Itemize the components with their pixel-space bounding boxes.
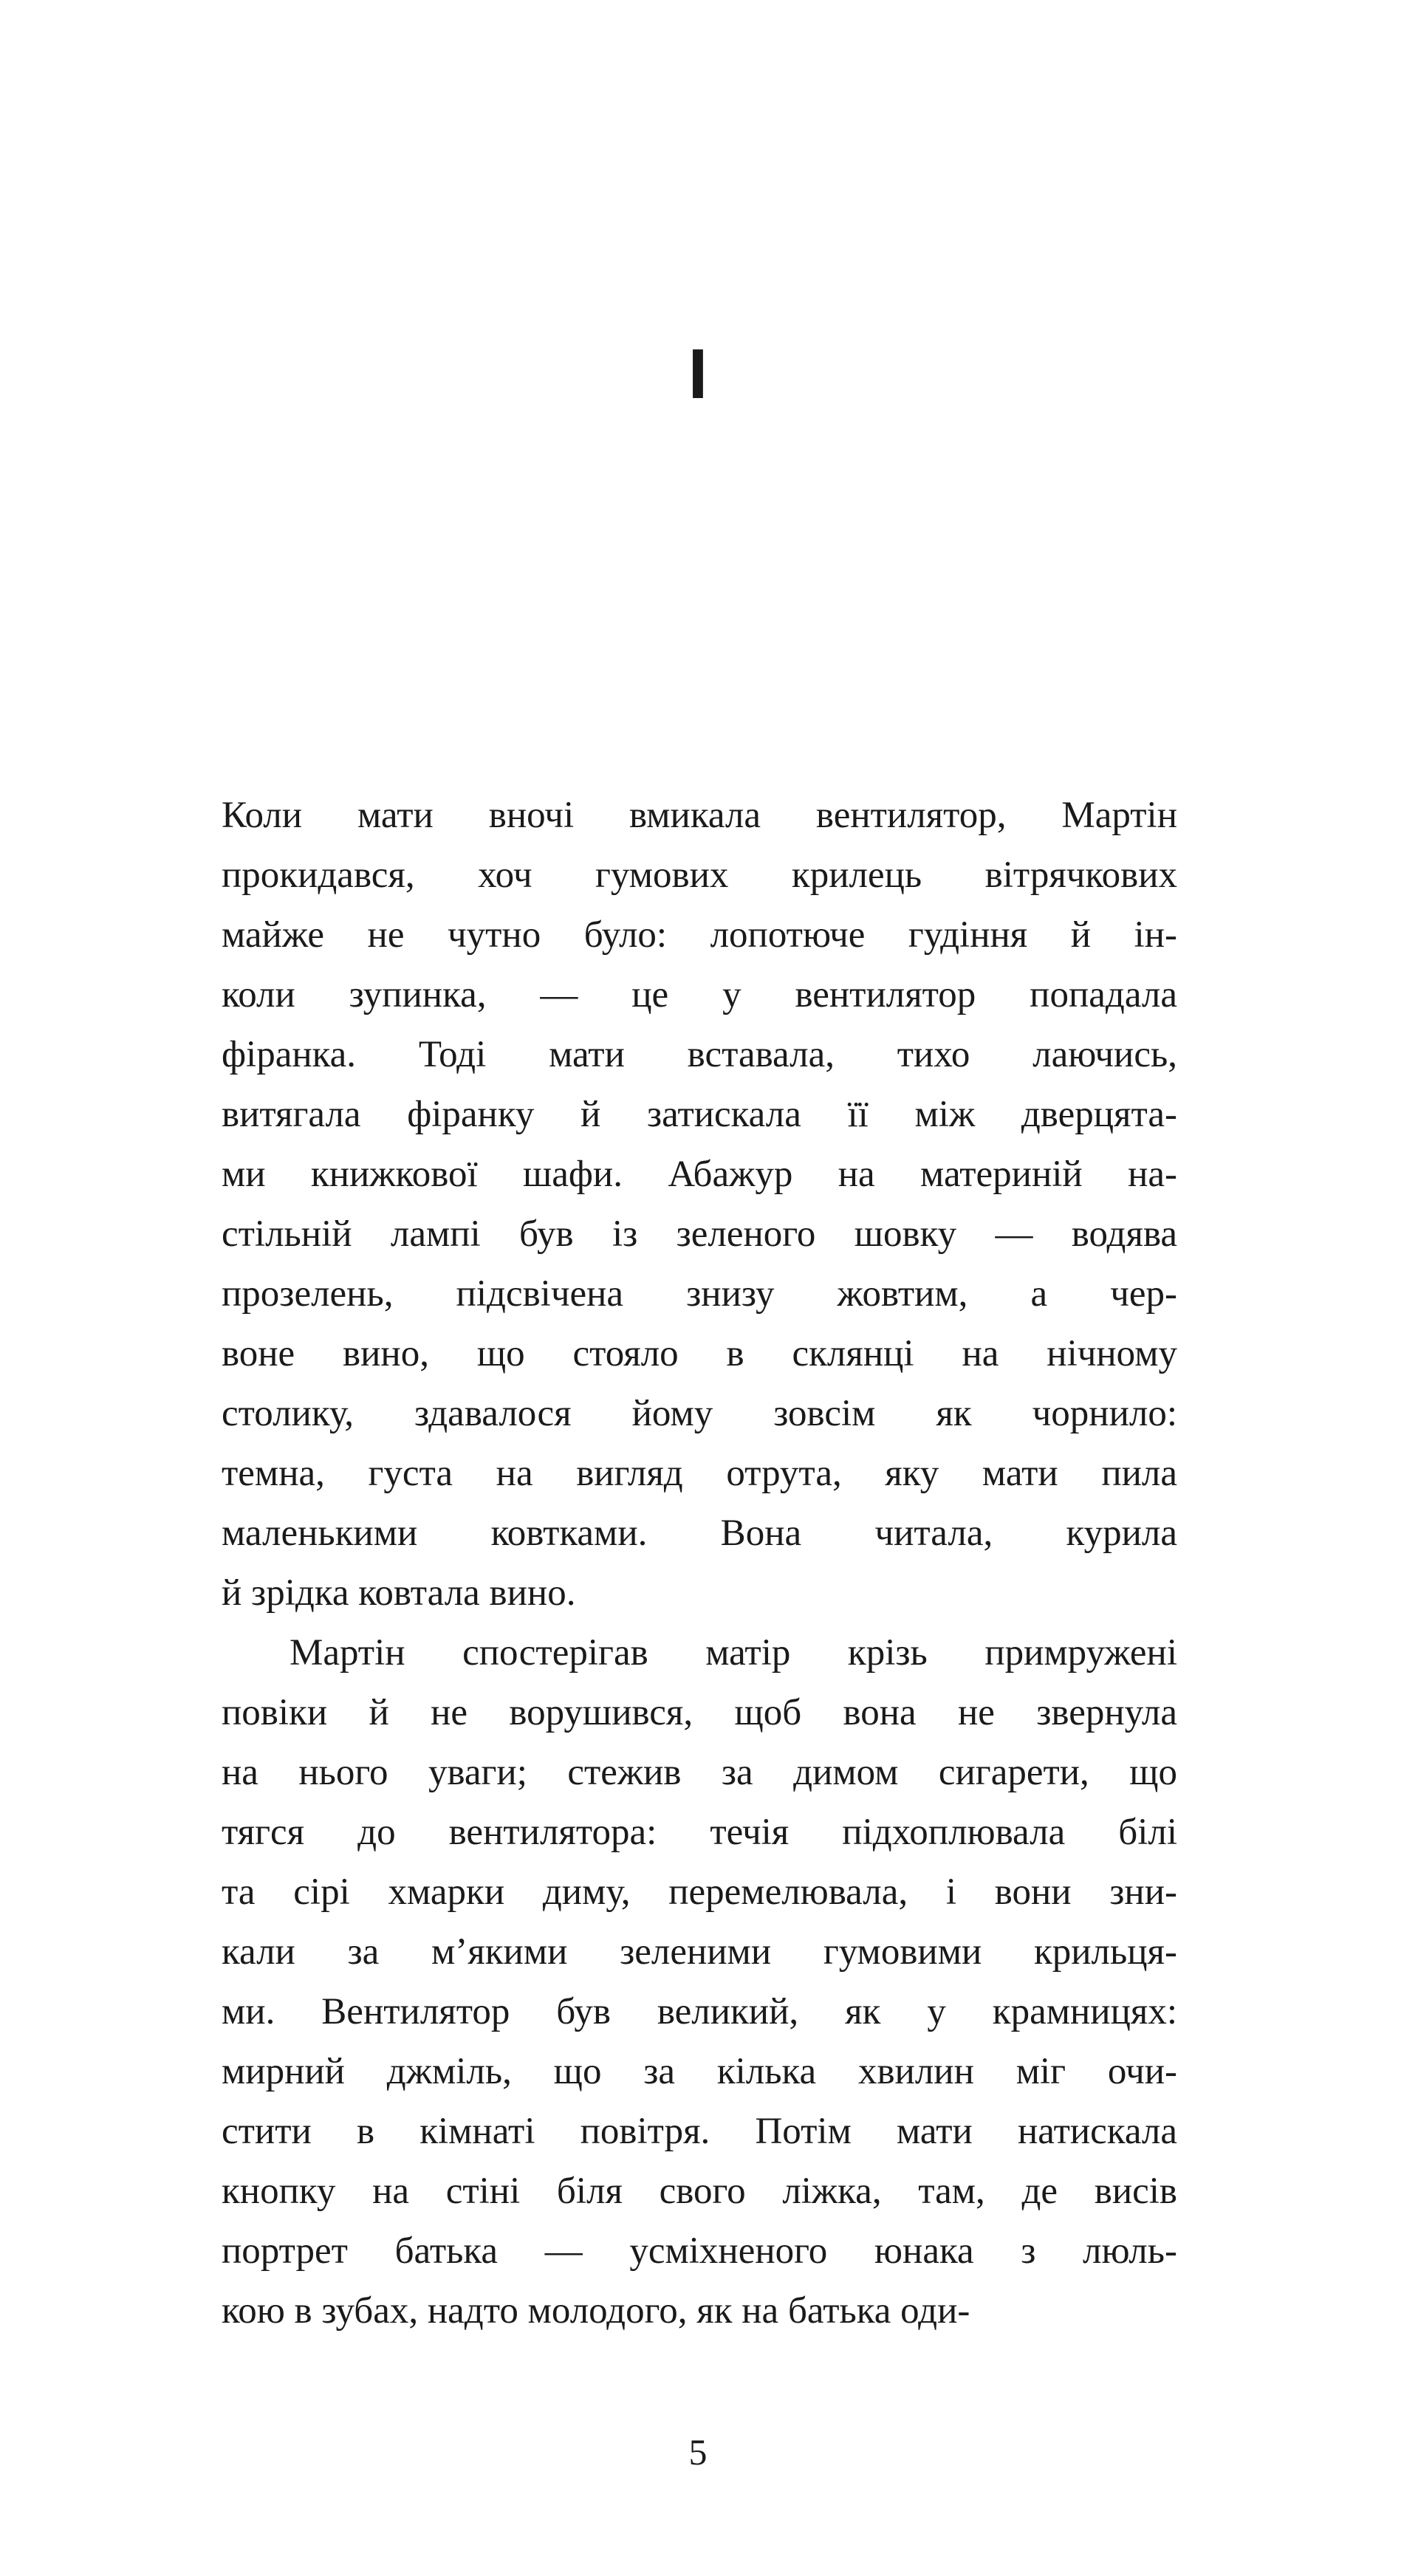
paragraph: [222, 786, 1177, 1623]
text-line: ми. Вентилятор був великий, як у крамницях:: [222, 1991, 1177, 2032]
text-line: темна, густа на вигляд отрута, яку мати пила: [222, 1453, 1177, 1494]
text-line: портрет батька — усміхненого юнака з люль-: [222, 2230, 1177, 2272]
text-line: Мартін спостерігав матір крізь примружені: [290, 1632, 1177, 1674]
text-line: витягала фіранку й затискала її між дверцята-: [222, 1094, 1177, 1135]
text-line: стити в кімнаті повітря. Потім мати натискала: [222, 2111, 1177, 2152]
text-line: стільній лампі був із зеленого шовку — водява: [222, 1213, 1177, 1255]
text-line: повіки й не ворушився, щоб вона не звернула: [222, 1692, 1177, 1733]
chapter-heading: I: [688, 335, 708, 414]
text-line: та сірі хмарки диму, перемелювала, і вони зни-: [222, 1871, 1177, 1913]
text-line: кнопку на стіні біля свого ліжка, там, де висів: [222, 2171, 1177, 2212]
text-line: на нього уваги; стежив за димом сигарети, що: [222, 1752, 1177, 1793]
paragraph: [222, 1623, 1177, 2341]
text-line: фіранка. Тоді мати вставала, тихо лаючись,: [222, 1034, 1177, 1075]
text-line: столику, здавалося йому зовсім як чорнило:: [222, 1393, 1177, 1434]
body-text: [222, 786, 1177, 2341]
text-line: майже не чутно було: лопотюче гудіння й ін-: [222, 914, 1177, 956]
text-line: кали за м’якими зеленими гумовими крильця-: [222, 1931, 1177, 1973]
text-line: маленькими ковтками. Вона читала, курила: [222, 1513, 1177, 1554]
text-line: Коли мати вночі вмикала вентилятор, Мартін: [222, 795, 1177, 836]
text-line: ми книжкової шафи. Абажур на материній на-: [222, 1154, 1177, 1195]
text-line: тягся до вентилятора: течія підхоплювала білі: [222, 1812, 1177, 1853]
text-line: й зрідка ковтала вино.: [222, 1572, 576, 1614]
text-line: прозелень, підсвічена знизу жовтим, а чер-: [222, 1273, 1177, 1315]
text-line: воне вино, що стояло в склянці на нічному: [222, 1333, 1177, 1374]
text-line: коли зупинка, — це у вентилятор попадала: [222, 974, 1177, 1015]
page-number: 5: [688, 2431, 708, 2473]
text-line: мирний джміль, що за кілька хвилин міг очи-: [222, 2051, 1177, 2092]
text-line: прокидався, хоч гумових крилець вітрячкових: [222, 854, 1177, 896]
text-line: кою в зубах, надто молодого, як на батька оди-: [222, 2290, 970, 2332]
